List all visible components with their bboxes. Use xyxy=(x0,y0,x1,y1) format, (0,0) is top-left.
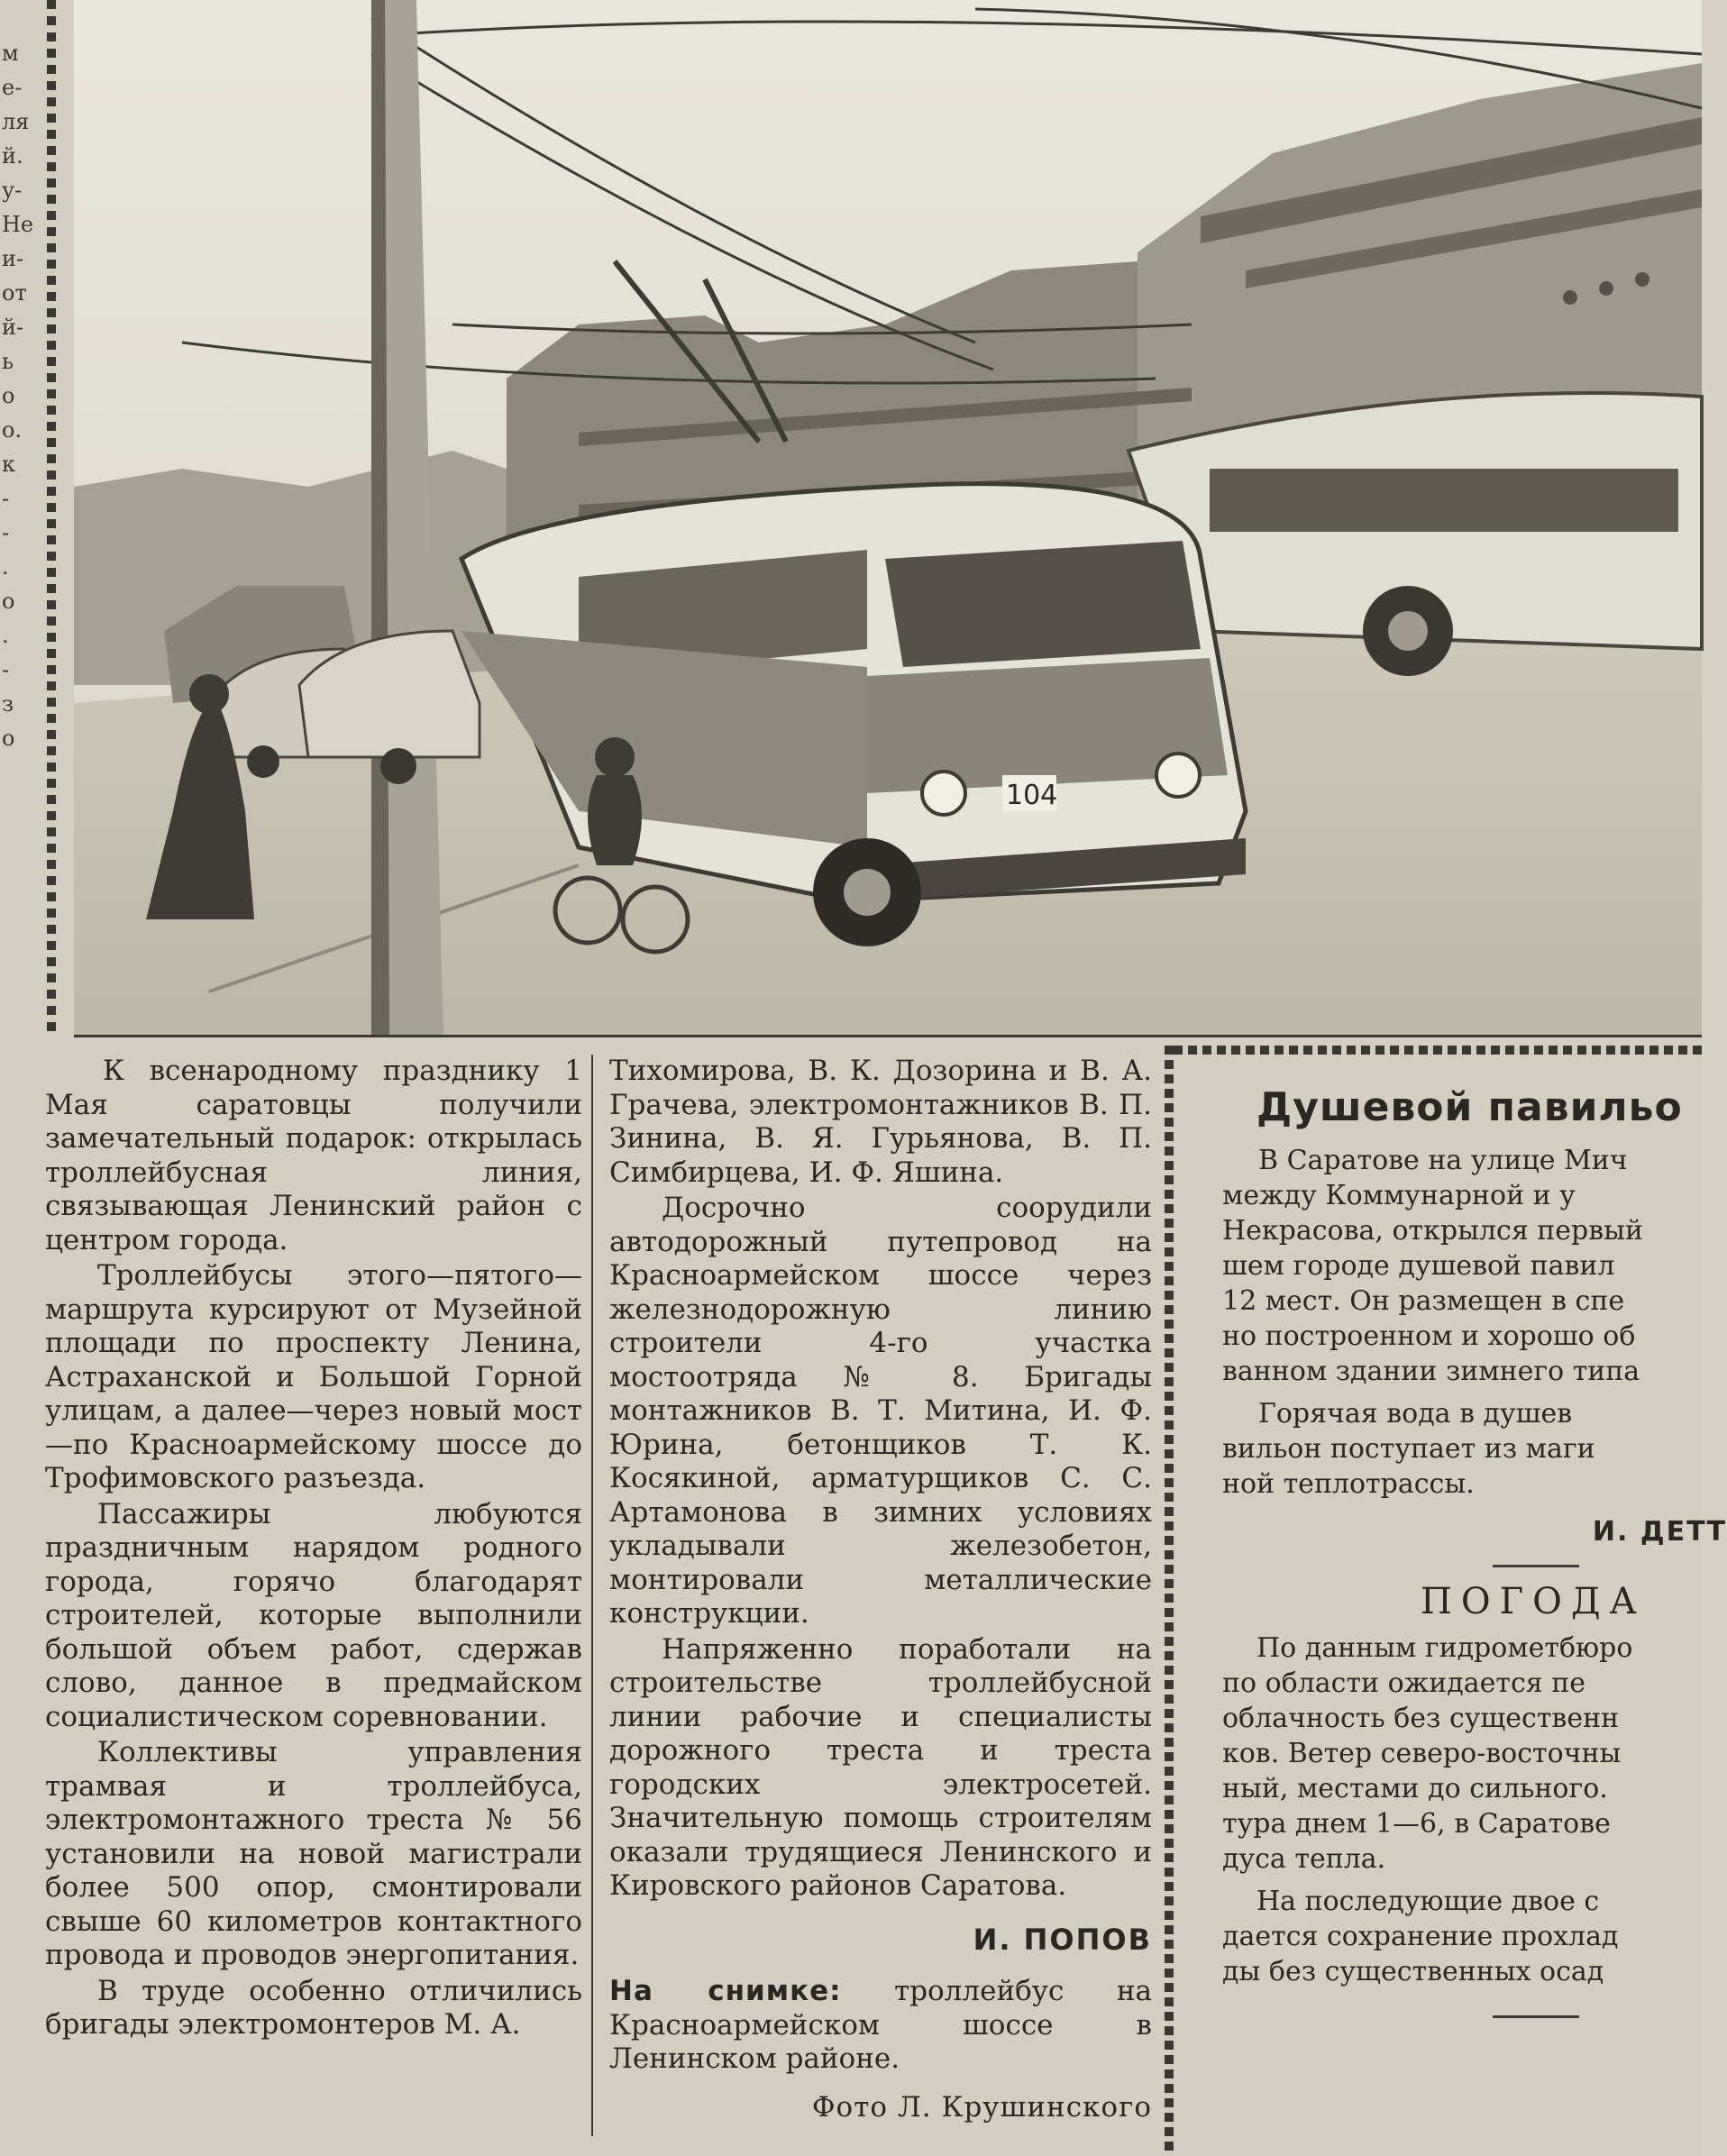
photo-credit: Фото Л. Крушинского xyxy=(811,2090,1152,2124)
text-fragment: й- xyxy=(2,315,24,340)
text-line: между Коммунарной и у xyxy=(1222,1180,1576,1211)
column-divider xyxy=(591,1055,593,2136)
article-column-1 xyxy=(45,1055,582,2042)
weather-paragraph-2 xyxy=(1222,1885,1727,1988)
text-fragment: у- xyxy=(2,178,23,203)
text-fragment: о xyxy=(2,383,15,408)
text-fragment: . xyxy=(2,554,9,580)
caption-label: На снимке: xyxy=(609,1975,842,2007)
separator-rule xyxy=(1493,1565,1579,1567)
weather-heading: ПОГОДА xyxy=(1421,1581,1646,1622)
text-fragment: - xyxy=(2,657,10,682)
text-fragment: к xyxy=(2,452,15,477)
text-fragment: м xyxy=(2,41,19,66)
sidebar-paragraph-2 xyxy=(1222,1397,1727,1501)
caption-text: троллейбус на Красноармейском шоссе в Ленинском районе. xyxy=(609,1975,1152,2075)
text-line: Некрасова, открылся первый xyxy=(1222,1215,1643,1247)
text-fragment: - xyxy=(2,486,10,511)
text-line: дается сохранение прохлад xyxy=(1222,1921,1619,1952)
separator-rule xyxy=(1493,2015,1579,2018)
text-line: но построенном и хорошо об xyxy=(1222,1320,1636,1352)
text-line: ков. Ветер северо-восточны xyxy=(1222,1738,1622,1769)
sidebar-article xyxy=(1222,1084,1727,2018)
neighbor-column-fragment xyxy=(0,36,40,847)
text-fragment: й. xyxy=(2,143,23,169)
text-fragment: - xyxy=(2,520,10,545)
article-paragraph: В труде особенно отличились бригады электромонтеров М. А. xyxy=(45,1974,582,2041)
left-column-border xyxy=(47,0,56,1037)
article-paragraph: Тихомирова, В. К. Дозорина и В. А. Грачева, электромонтажников В. П. Зинина, В. Я. Гурьянова, В. П. Симбирцева, И. Ф. Яшина. xyxy=(609,1055,1152,1189)
text-fragment: е- xyxy=(2,75,23,100)
text-line: облачность без существенн xyxy=(1222,1703,1620,1734)
sidebar-title: Душевой павильо xyxy=(1256,1084,1683,1130)
text-line: В Саратове на улице Мич xyxy=(1258,1145,1628,1176)
text-fragment: о xyxy=(2,726,15,751)
text-fragment: з xyxy=(2,691,14,717)
text-line: ной теплотрассы. xyxy=(1222,1468,1475,1500)
box-border-top xyxy=(1174,1046,1702,1055)
article-paragraph: Досрочно соорудили автодорожный путепровод на Красноармейском шоссе через железнодорожную линию строители 4-го участка мостоотряда № 8. Бригады монтажников В. Т. Митина, И. Ф. Юрина, бетонщиков Т. К. Косякиной, арматурщиков С. С. Артамонова в зимних условиях укладывали железобетон, монтировали металлические конструкции. xyxy=(609,1192,1152,1630)
sidebar-paragraph-1 xyxy=(1222,1144,1727,1388)
text-fragment: и- xyxy=(2,246,24,271)
text-fragment: ля xyxy=(2,109,30,134)
bus-number: 104 xyxy=(1006,780,1058,811)
text-line: На последующие двое с xyxy=(1256,1886,1600,1917)
trolleybus-photo xyxy=(74,0,1702,1037)
photo-caption xyxy=(609,1975,1152,2077)
article-paragraph: Пассажиры любуются праздничным нарядом родного города, горячо благодарят строителей, которые выполнили большой объем работ, сдержав слово, данное в предмайском социалистическом соревновании. xyxy=(45,1497,582,1733)
text-line: Горячая вода в душев xyxy=(1258,1398,1573,1430)
text-line: по области ожидается пе xyxy=(1222,1667,1585,1699)
article-paragraph: Напряженно поработали на строительстве троллейбусной линии рабочие и специалисты дорожного треста и треста городских электросетей. Значительную помощь строителям оказали трудящиеся Ленинского и Кировского районов Саратова. xyxy=(609,1632,1152,1902)
text-line: ный, местами до сильного. xyxy=(1222,1773,1608,1804)
text-line: По данным гидрометбюро xyxy=(1256,1632,1633,1664)
article-paragraph: Троллейбусы этого—пятого—маршрута курсируют от Музейной площади по проспекту Ленина, Астраханской и Большой Горной улицам, а далее—через новый мост—по Красноармейскому шоссе до Трофимовского разъезда. xyxy=(45,1259,582,1494)
text-fragment: ь xyxy=(2,349,14,374)
text-line: шем городе душевой павил xyxy=(1222,1250,1615,1282)
text-line: тура днем 1—6, в Саратове xyxy=(1222,1808,1611,1840)
box-border-left xyxy=(1165,1046,1174,2156)
weather-paragraph-1 xyxy=(1222,1631,1727,1876)
text-fragment: о xyxy=(2,589,15,614)
article-paragraph: К всенародному празднику 1 Мая саратовцы получили замечательный подарок: открылась троллейбусная линия, связывающая Ленинский район с центром города. xyxy=(45,1055,582,1256)
text-line: ванном здании зимнего типа xyxy=(1222,1356,1640,1387)
text-fragment: Не xyxy=(2,212,34,237)
article-column-2 xyxy=(609,1055,1152,2124)
text-line: ды без существенных осад xyxy=(1222,1956,1604,1987)
text-line: 12 мест. Он размещен в спе xyxy=(1222,1285,1625,1317)
text-line: дуса тепла. xyxy=(1222,1843,1386,1875)
text-fragment: о. xyxy=(2,417,23,443)
author-signature: И. ПОПОВ xyxy=(973,1922,1152,1957)
text-fragment: . xyxy=(2,623,9,648)
text-fragment: от xyxy=(2,280,27,306)
text-line: вильон поступает из маги xyxy=(1222,1433,1595,1465)
sidebar-signature: И. ДЕТТ xyxy=(1592,1516,1727,1548)
article-paragraph: Коллективы управления трамвая и троллейбуса, электромонтажного треста № 56 установили на новой магистрали более 500 опор, смонтировали свыше 60 километров контактного провода и проводов энергопитания. xyxy=(45,1736,582,1971)
